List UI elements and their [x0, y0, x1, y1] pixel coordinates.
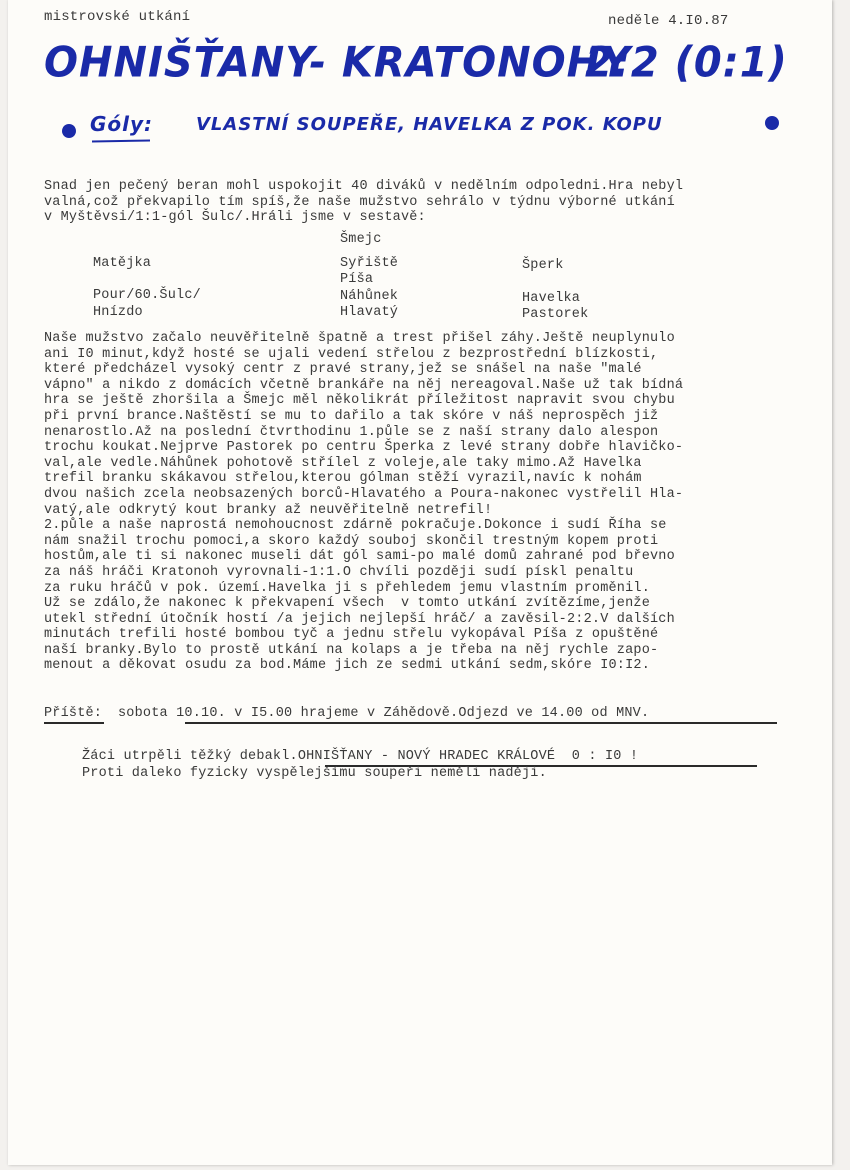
lineup-goalkeeper: Šmejc	[340, 232, 382, 247]
lineup-player: Hlavatý	[340, 305, 399, 320]
text-line: trochu koukat.Nejprve Pastorek po centru Šperka z levé strany dobře hlavičko-	[44, 440, 684, 456]
text-line: nenarostlo.Až na poslední čtvrthodinu 1.půle se z naší strany dalo alespon	[44, 424, 659, 440]
text-line: při první brance.Naštěstí se mu to dařilo a tak skóre v náš neprospěch již	[44, 408, 659, 424]
header-category: mistrovské utkání	[44, 9, 191, 25]
next-match-label: Příště:	[44, 706, 103, 721]
juniors-note: Proti daleko fyzicky vyspělejšímu soupeři neměli naději.	[82, 766, 547, 781]
lineup-player: Pour/60.Šulc/	[93, 288, 201, 303]
text-line: ani I0 minut,když hosté se ujali vedení střelou z bezprostřední blízkosti,	[44, 346, 659, 362]
text-line: v Myštěvsi/1:1-gól Šulc/.Hráli jsme v sestavě:	[44, 210, 426, 226]
text-line: minutách trefili hosté bombou tyč a jednu střelu vykopával Píša z opuštěné	[44, 627, 659, 643]
text-line: utekl střední útočník hostí /a jejich nejlepší hráč/ a zavěsil-2:2.V dalších	[44, 611, 675, 627]
text-line: Naše mužstvo začalo neuvěřitelně špatně a trest přišel záhy.Ještě neuplynulo	[44, 331, 675, 346]
handwritten-goals-label: Góly:	[90, 112, 154, 136]
bullet-dot-icon	[62, 124, 76, 138]
lineup-player: Syřiště	[340, 256, 399, 271]
handwritten-score: 2:2 (0:1)	[585, 38, 788, 88]
text-line: Už se zdálo,že nakonec k překvapení všech v tomto utkání zvítězíme,jenže	[44, 596, 650, 612]
text-line: hra se ještě zhoršila a Šmejc měl několikrát příležitost napravit svou chybu	[44, 393, 675, 409]
text-line: vápno" a nikdo z domácích včetně brankáře na něj nereagoval.Naše už tak bídná	[44, 377, 684, 393]
text-line: nám snažil trochu pomoci,a skoro každý souboj skončil trestným kopem proti	[44, 533, 659, 549]
text-line: za ruku hráčů v pok. území.Havelka ji s přehledem jemu vlastním proměnil.	[44, 580, 650, 596]
header-date: neděle 4.I0.87	[608, 13, 729, 29]
text-line: za náš hráči Kratonoh vyrovnali-1:1.O chvíli později sudí pískl penaltu	[44, 564, 634, 580]
text-line: val,ale vedle.Náhůnek pohotově střílel z voleje,ale taky mimo.Až Havelka	[44, 455, 642, 471]
lineup-player: Náhůnek	[340, 289, 399, 304]
handwritten-match-title: OHNIŠŤANY- KRATONOHY	[44, 38, 632, 88]
handwritten-goals-text: VLASTNÍ SOUPEŘE, HAVELKA Z POK. KOPU	[196, 114, 663, 135]
lineup-player: Pastorek	[522, 307, 589, 322]
lineup-player: Havelka	[522, 291, 581, 306]
text-line: dvou našich zcela neobsazených borců-Hlavatého a Poura-nakonec vystřelil Hla-	[44, 486, 684, 502]
lineup-player: Hnízdo	[93, 305, 143, 320]
next-match-text: sobota 10.10. v I5.00 hrajeme v Záhědově.Odjezd ve 14.00 od MNV.	[118, 706, 650, 721]
text-line: 2.půle a naše naprostá nemohoucnost zdárně pokračuje.Dokonce i sudí Říha se	[44, 518, 667, 534]
text-line: naší branky.Bylo to prostě utkání na kolaps a je třeba na něj rychle zapo-	[44, 642, 659, 658]
lineup-player: Píša	[340, 272, 374, 287]
text-line: hostům,ale ti si nakonec museli dát gól sami-po malé domů zahrané pod břevno	[44, 549, 675, 565]
text-line: Snad jen pečený beran mohl uspokojit 40 diváků v nedělním odpoledni.Hra nebyl	[44, 179, 684, 194]
bullet-dot-icon	[765, 116, 779, 130]
lineup-player: Matějka	[93, 256, 152, 271]
text-line: valná,což překvapilo tím spíš,že naše mužstvo sehrálo v týdnu výborné utkání	[44, 194, 675, 210]
text-line: které předcházel vysoký centr z pravé strany,jež se snášel na naše "malé	[44, 362, 642, 378]
intro-paragraph	[44, 179, 683, 226]
match-report	[44, 331, 683, 674]
text-line: trefil branku skákavou střelou,kterou gólman stěží vyrazil,navíc k nohám	[44, 471, 642, 487]
text-line: menout a děkovat osudu za bod.Máme jich ze sedmi utkání sedm,skóre I0:I2.	[44, 658, 650, 674]
next-label-underline	[44, 722, 104, 724]
text-line: vatý,ale odkrytý kout branky až neuvěřitelně netrefil!	[44, 502, 493, 518]
juniors-result: Žáci utrpěli těžký debakl.OHNIŠŤANY - NOVÝ HRADEC KRÁLOVÉ 0 : I0 !	[82, 749, 639, 764]
next-text-underline	[185, 722, 777, 724]
lineup-player: Šperk	[522, 258, 564, 273]
